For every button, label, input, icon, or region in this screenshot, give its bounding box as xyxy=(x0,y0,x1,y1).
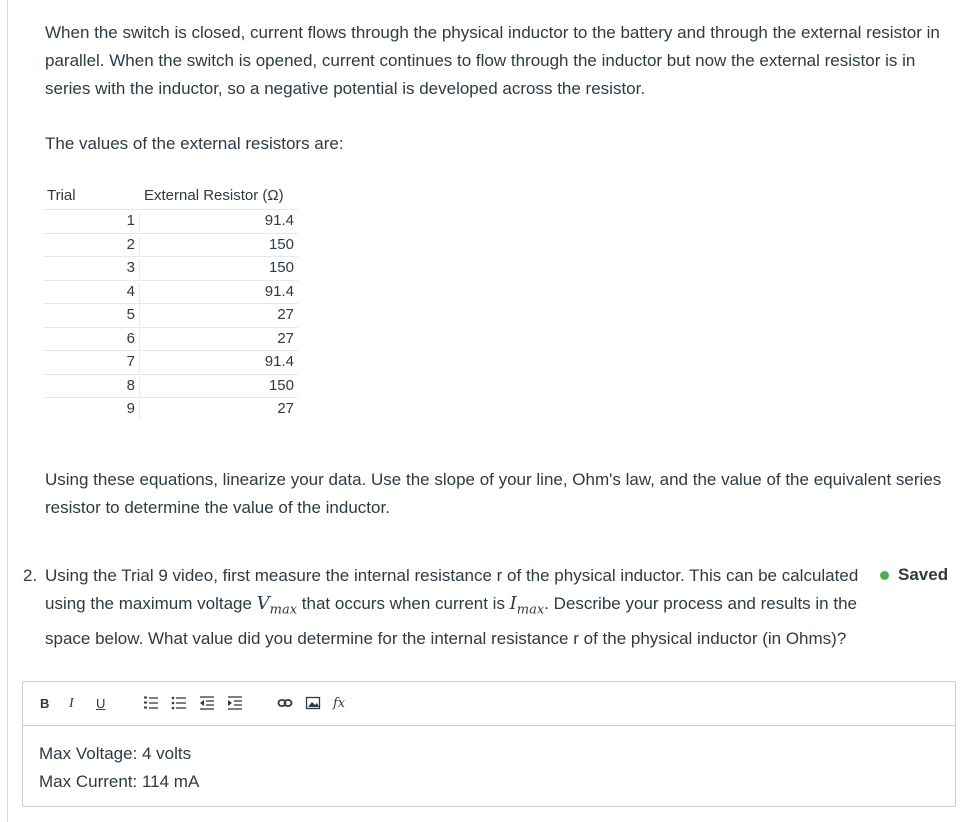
cell-resistor: 91.4 xyxy=(264,282,294,300)
cell-resistor: 150 xyxy=(268,376,294,394)
cell-resistor: 150 xyxy=(268,259,294,276)
table-row xyxy=(44,327,298,351)
outdent-icon[interactable] xyxy=(199,695,215,713)
cell-trial: 9 xyxy=(44,400,140,420)
resistor-table xyxy=(44,185,298,421)
header-trial: Trial xyxy=(47,187,76,204)
table-header xyxy=(44,185,298,209)
table-row xyxy=(44,397,298,421)
linearize-paragraph: Using these equations, linearize your data. Use the slope of your line, Ohm's law, and the value of the equivalent series resistor to determine the value of the inductor. xyxy=(45,470,942,517)
saved-status xyxy=(880,565,948,585)
link-icon[interactable] xyxy=(277,695,293,713)
header-resistor: External Resistor (Ω) xyxy=(144,187,284,204)
table-row xyxy=(44,350,298,374)
cell-trial: 4 xyxy=(44,283,140,303)
intro-paragraph: When the switch is closed, current flows through the physical inductor to the battery and through the external resistor in parallel. When the switch is opened, current continues to flow through the inductor but now the external resistor is in series with the inductor, so a negative potential is developed across the resistor. xyxy=(45,23,940,98)
cell-trial: 2 xyxy=(44,236,140,256)
indent-icon[interactable] xyxy=(227,695,243,713)
editor-toolbar xyxy=(23,682,955,726)
underline-button[interactable]: U xyxy=(96,696,106,711)
cell-resistor: 91.4 xyxy=(264,212,294,229)
cell-trial: 7 xyxy=(44,353,140,373)
values-intro: The values of the external resistors are: xyxy=(45,134,344,153)
ordered-list-icon[interactable] xyxy=(143,695,159,713)
bullet-list-icon[interactable] xyxy=(171,695,187,713)
question-text-part3: . Describe your process and results in the space below. What value did you determine for the internal resistance r of the physical inductor (in Ohms)? xyxy=(45,594,857,648)
question-text xyxy=(45,562,875,653)
question-number: 2. xyxy=(23,566,38,585)
saved-dot-icon xyxy=(880,571,889,580)
editor-content[interactable] xyxy=(39,740,199,796)
cell-trial: 5 xyxy=(44,306,140,326)
cell-trial: 8 xyxy=(44,377,140,397)
left-divider xyxy=(7,0,8,822)
math-imax: $I_{max}$ xyxy=(509,593,545,618)
italic-button[interactable]: I xyxy=(69,696,74,711)
table-body xyxy=(44,209,298,421)
math-vmax: $V_{max}$ xyxy=(256,593,298,618)
cell-resistor: 150 xyxy=(268,235,294,253)
table-row xyxy=(44,209,298,233)
question-text-part1: Using the Trial 9 video, first measure the internal resistance r of the physical inductor. This can be calculated using the maximum voltage xyxy=(45,566,859,613)
question-text-part2: that occurs when current is xyxy=(297,594,510,613)
bold-button[interactable]: B xyxy=(40,696,50,711)
cell-resistor: 27 xyxy=(277,400,294,417)
cell-resistor: 91.4 xyxy=(264,353,294,370)
formula-fx-icon[interactable]: fx xyxy=(333,696,346,711)
table-row xyxy=(44,374,298,398)
cell-trial: 3 xyxy=(44,259,140,279)
table-row xyxy=(44,280,298,304)
cell-resistor: 27 xyxy=(277,329,294,347)
answer-line-2: Max Current: 114 mA xyxy=(39,772,200,791)
saved-label: Saved xyxy=(898,565,949,584)
table-row xyxy=(44,233,298,257)
answer-line-1: Max Voltage: 4 volts xyxy=(39,744,192,763)
cell-resistor: 27 xyxy=(277,306,294,323)
table-row xyxy=(44,256,298,280)
cell-trial: 6 xyxy=(44,330,140,350)
cell-trial: 1 xyxy=(44,212,140,232)
answer-editor[interactable] xyxy=(22,681,956,807)
image-icon[interactable] xyxy=(305,695,321,713)
table-row xyxy=(44,303,298,327)
